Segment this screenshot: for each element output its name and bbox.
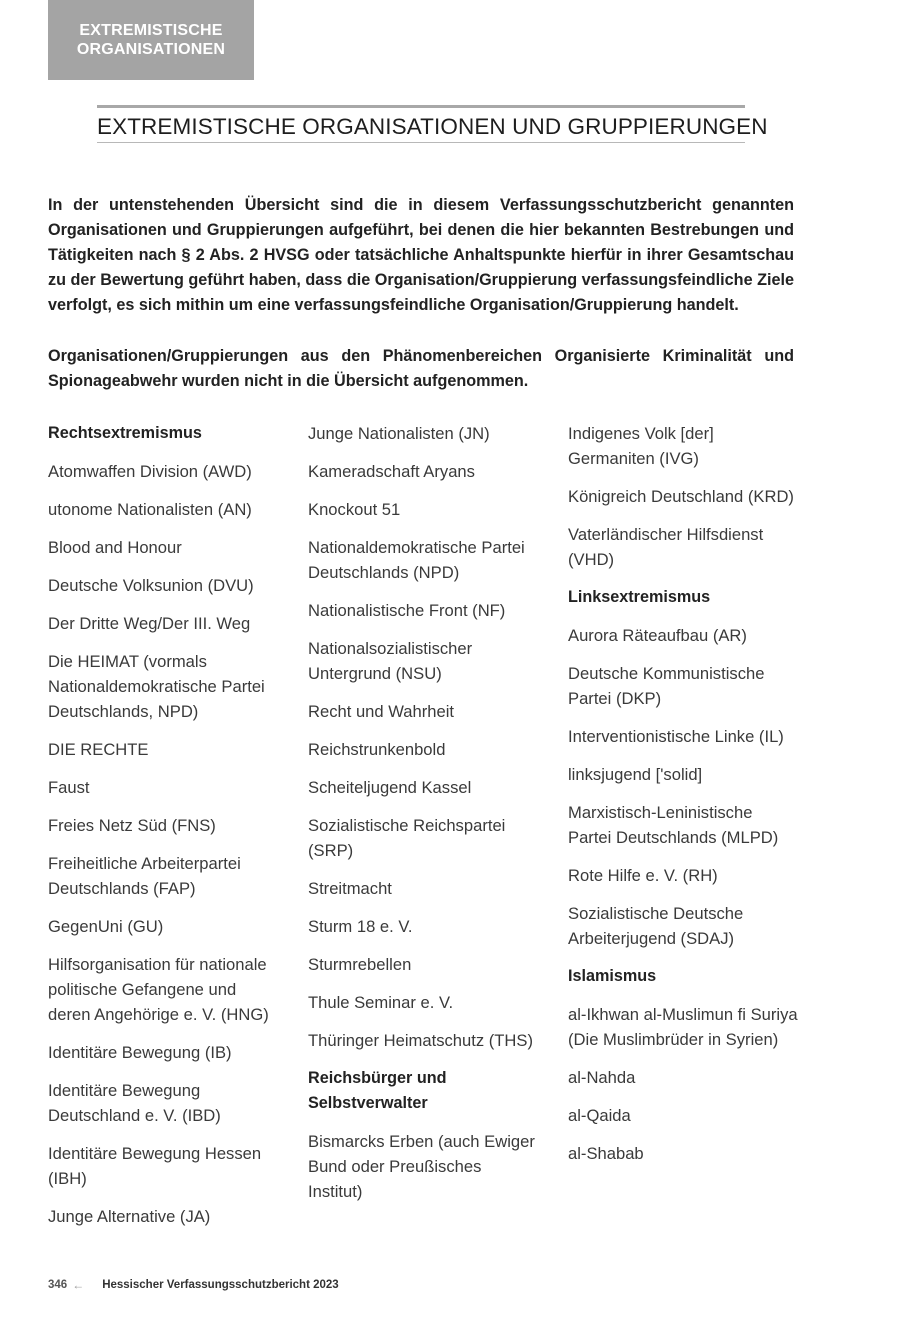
page-number: 346 bbox=[48, 1279, 68, 1291]
list-item: Deutsche Volksunion (DVU) bbox=[48, 576, 254, 595]
list-item: Interventionistische Linke (IL) bbox=[568, 727, 784, 746]
column-3 bbox=[568, 421, 800, 1179]
list-item: al-Ikhwan al-Muslimun fi Suriya (Die Muslimbrüder in Syrien) bbox=[568, 1005, 798, 1049]
list-item: Die HEIMAT (vormals Nationaldemokratische Partei Deutschlands, NPD) bbox=[48, 652, 265, 721]
category-heading-rechtsextremismus: Rechtsextremismus bbox=[48, 424, 202, 442]
list-item: Blood and Honour bbox=[48, 538, 182, 557]
list-item: Königreich Deutschland (KRD) bbox=[568, 487, 794, 506]
list-item: DIE RECHTE bbox=[48, 740, 149, 759]
category-heading-reichsbuerger: Reichsbürger und Selbstverwalter bbox=[308, 1069, 447, 1112]
list-item: linksjugend ['solid] bbox=[568, 765, 703, 784]
list-item: Kameradschaft Aryans bbox=[308, 462, 475, 481]
category-heading-islamismus: Islamismus bbox=[568, 967, 657, 985]
list-item: Junge Alternative (JA) bbox=[48, 1207, 211, 1226]
title-rule-top bbox=[97, 105, 745, 108]
list-item: Knockout 51 bbox=[308, 500, 401, 519]
list-item: Der Dritte Weg/Der III. Weg bbox=[48, 614, 251, 633]
section-tab-line-2: ORGANISATIONEN bbox=[76, 41, 226, 58]
page-footer bbox=[48, 1278, 339, 1292]
list-item: Sozialistische Deutsche Arbeiterjugend (SDAJ) bbox=[568, 904, 744, 948]
list-item: Faust bbox=[48, 778, 90, 797]
list-item: al-Shabab bbox=[568, 1144, 644, 1163]
list-item: al-Qaida bbox=[568, 1106, 631, 1125]
list-item: Scheiteljugend Kassel bbox=[308, 778, 472, 797]
section-tab bbox=[48, 0, 254, 80]
list-item: Freiheitliche Arbeiterpartei Deutschlands (FAP) bbox=[48, 854, 241, 898]
intro-paragraph-1: In der untenstehenden Übersicht sind die in diesem Verfassungsschutzbericht genannten Organisationen und Gruppierungen aufgeführt, bei denen die hier bekannten Bestrebungen und Tätigkeiten nach § 2 Abs. 2 HVSG oder tatsächliche Anhaltspunkte hierfür in ihrer Gesamtschau zu der Bewertung geführt haben, dass die Organisation/Gruppierung verfassungsfeindliche Ziele verfolgt, es sich mithin um eine verfassungsfeindliche Organisation/Gruppierung handelt. bbox=[48, 196, 794, 314]
list-item: Thüringer Heimatschutz (THS) bbox=[308, 1031, 533, 1050]
list-item: Identitäre Bewegung Deutschland e. V. (IBD) bbox=[48, 1081, 221, 1125]
category-heading-linksextremismus: Linksextremismus bbox=[568, 588, 711, 606]
column-2 bbox=[308, 421, 540, 1217]
back-arrow-icon[interactable]: ← bbox=[72, 1278, 85, 1292]
list-item: Identitäre Bewegung (IB) bbox=[48, 1043, 232, 1062]
column-1 bbox=[48, 421, 280, 1242]
list-item: Nationalsozialistischer Untergrund (NSU) bbox=[308, 639, 473, 683]
list-item: Streitmacht bbox=[308, 879, 392, 898]
list-item: Nationaldemokratische Partei Deutschlands (NPD) bbox=[308, 538, 525, 582]
list-item: Nationalistische Front (NF) bbox=[308, 601, 506, 620]
list-item: Sturm 18 e. V. bbox=[308, 917, 413, 936]
list-item: Indigenes Volk [der] Germaniten (IVG) bbox=[568, 424, 714, 468]
publication-title: Hessischer Verfassungsschutzbericht 2023 bbox=[102, 1279, 339, 1291]
list-item: GegenUni (GU) bbox=[48, 917, 164, 936]
list-item: Thule Seminar e. V. bbox=[308, 993, 454, 1012]
list-item: Recht und Wahrheit bbox=[308, 702, 455, 721]
list-item: Marxistisch-Leninistische Partei Deutschlands (MLPD) bbox=[568, 803, 779, 847]
list-item: Vaterländischer Hilfsdienst (VHD) bbox=[568, 525, 764, 569]
list-item: Rote Hilfe e. V. (RH) bbox=[568, 866, 718, 885]
section-tab-line-1: EXTREMISTISCHE bbox=[79, 22, 223, 39]
list-item: al-Nahda bbox=[568, 1068, 636, 1087]
list-item: Aurora Räteaufbau (AR) bbox=[568, 626, 747, 645]
list-item: utonome Nationalisten (AN) bbox=[48, 500, 252, 519]
list-item: Sozialistische Reichspartei (SRP) bbox=[308, 816, 506, 860]
title-rule-bottom bbox=[97, 142, 745, 143]
list-item: Bismarcks Erben (auch Ewiger Bund oder Preußisches Institut) bbox=[308, 1132, 535, 1201]
page-title: EXTREMISTISCHE ORGANISATIONEN UND GRUPPIERUNGEN bbox=[97, 114, 768, 139]
list-item: Junge Nationalisten (JN) bbox=[308, 424, 490, 443]
list-item: Hilfsorganisation für nationale politische Gefangene und deren Angehörige e. V. (HNG) bbox=[48, 955, 269, 1024]
list-item: Freies Netz Süd (FNS) bbox=[48, 816, 216, 835]
list-item: Atomwaffen Division (AWD) bbox=[48, 462, 252, 481]
list-item: Reichstrunkenbold bbox=[308, 740, 446, 759]
list-item: Identitäre Bewegung Hessen (IBH) bbox=[48, 1144, 262, 1188]
intro-paragraph-2: Organisationen/Gruppierungen aus den Phänomenbereichen Organisierte Kriminalität und Spionageabwehr wurden nicht in die Übersicht aufgenommen. bbox=[48, 347, 794, 390]
list-item: Sturmrebellen bbox=[308, 955, 412, 974]
list-item: Deutsche Kommunistische Partei (DKP) bbox=[568, 664, 765, 708]
